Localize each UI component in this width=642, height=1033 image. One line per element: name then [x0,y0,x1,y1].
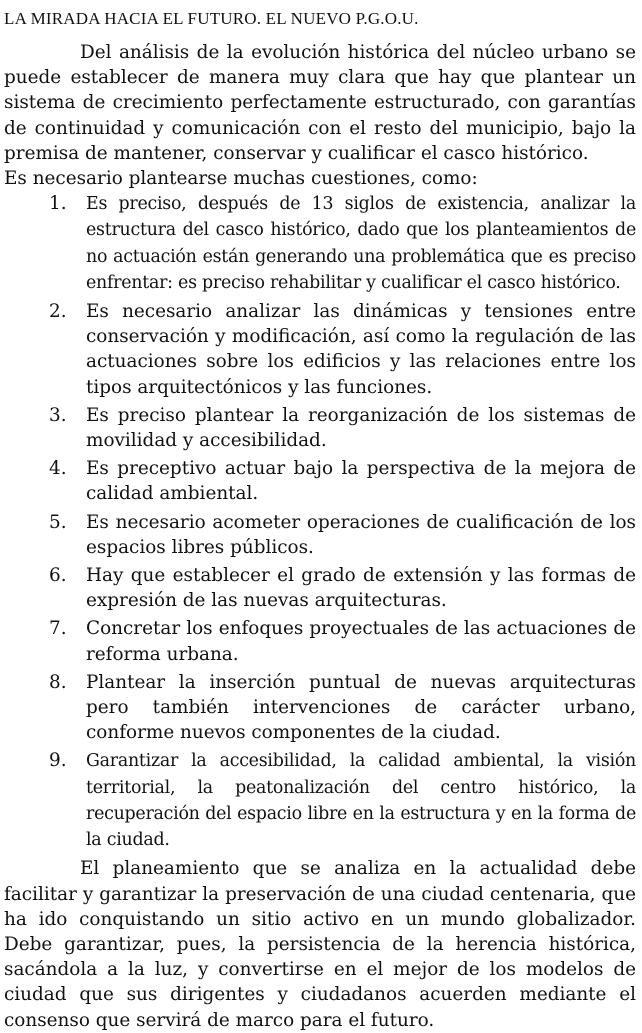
list-item [4,510,636,560]
list-item [4,456,636,506]
list-item-text: Es preciso plantear la reorganización de los sistemas de movilidad y accesibilidad. [86,404,636,452]
list-item-number: 1. [49,193,67,215]
list-item-text: Garantizar la accesibilidad, la calidad ambiental, la visión territorial, la peatonalización del centro histórico, la recuperación del espacio libre en la estructura y en la forma de la ciudad. [86,751,636,851]
intro-paragraph: Del análisis de la evolución histórica del núcleo urbano se puede establecer de manera muy clara que hay que plantear un sistema de crecimiento perfectamente estructurado, con garantías de continuidad y comunicación con el resto del municipio, bajo la premisa de mantener, conservar y cualificar el casco histórico. [4,42,636,164]
list-item-text: Hay que establecer el grado de extensión y las formas de expresión de las nuevas arquitecturas. [86,565,636,612]
section-heading: LA MIRADA HACIA EL FUTURO. EL NUEVO P.G.O.U. [4,9,419,28]
list-item [4,670,636,746]
list-item-text: Es necesario acometer operaciones de cualificación de los espacios libres públicos. [86,511,636,558]
list-item [4,191,636,296]
closing-paragraph: El planeamiento que se analiza en la actualidad debe facilitar y garantizar la preservación de una ciudad centenaria, que ha ido conquistando un sitio activo en un mundo globalizador. Debe garantizar, pues, la persistencia de la herencia histórica, sacándola a la luz, y convertirse en el mejor de los modelos de ciudad que sus dirigentes y ciudadanos acuerden mediante el consenso que servirá de marco para el futuro. [4,858,636,1031]
list-item-text: Es preceptivo actuar bajo la perspectiva de la mejora de calidad ambiental. [86,458,636,505]
list-item-number: 8. [49,671,67,693]
list-lead-text: Es necesario plantearse muchas cuestiones, como: [4,168,478,190]
list-item [4,563,636,613]
list-item [4,748,636,853]
list-item-number: 2. [49,301,67,323]
list-item-number: 9. [49,750,67,772]
list-item-number: 7. [49,618,67,640]
list-item [4,299,636,400]
list-item-number: 5. [49,511,67,533]
list-item-text: Es preciso, después de 13 siglos de existencia, analizar la estructura del casco histórico, dado que los planteamientos de no actuación están generando una problemática que es preciso enfrentar: es preciso rehabilitar y cualificar el casco histórico. [86,194,636,293]
list-item-text: Concretar los enfoques proyectuales de las actuaciones de reforma urbana. [86,618,636,665]
list-item-number: 6. [49,565,67,587]
list-item-number: 3. [49,404,67,426]
list-item [4,403,636,453]
list-item [4,616,636,666]
list-item-number: 4. [49,458,67,480]
list-item-text: Plantear la inserción puntual de nuevas arquitecturas pero también intervenciones de carácter urbano, conforme nuevos componentes de la ciudad. [86,671,636,744]
questions-list [4,191,636,853]
list-item-text: Es necesario analizar las dinámicas y tensiones entre conservación y modificación, así como la regulación de las actuaciones sobre los edificios y las relaciones entre los tipos arquitectónicos y las funciones. [86,301,636,398]
